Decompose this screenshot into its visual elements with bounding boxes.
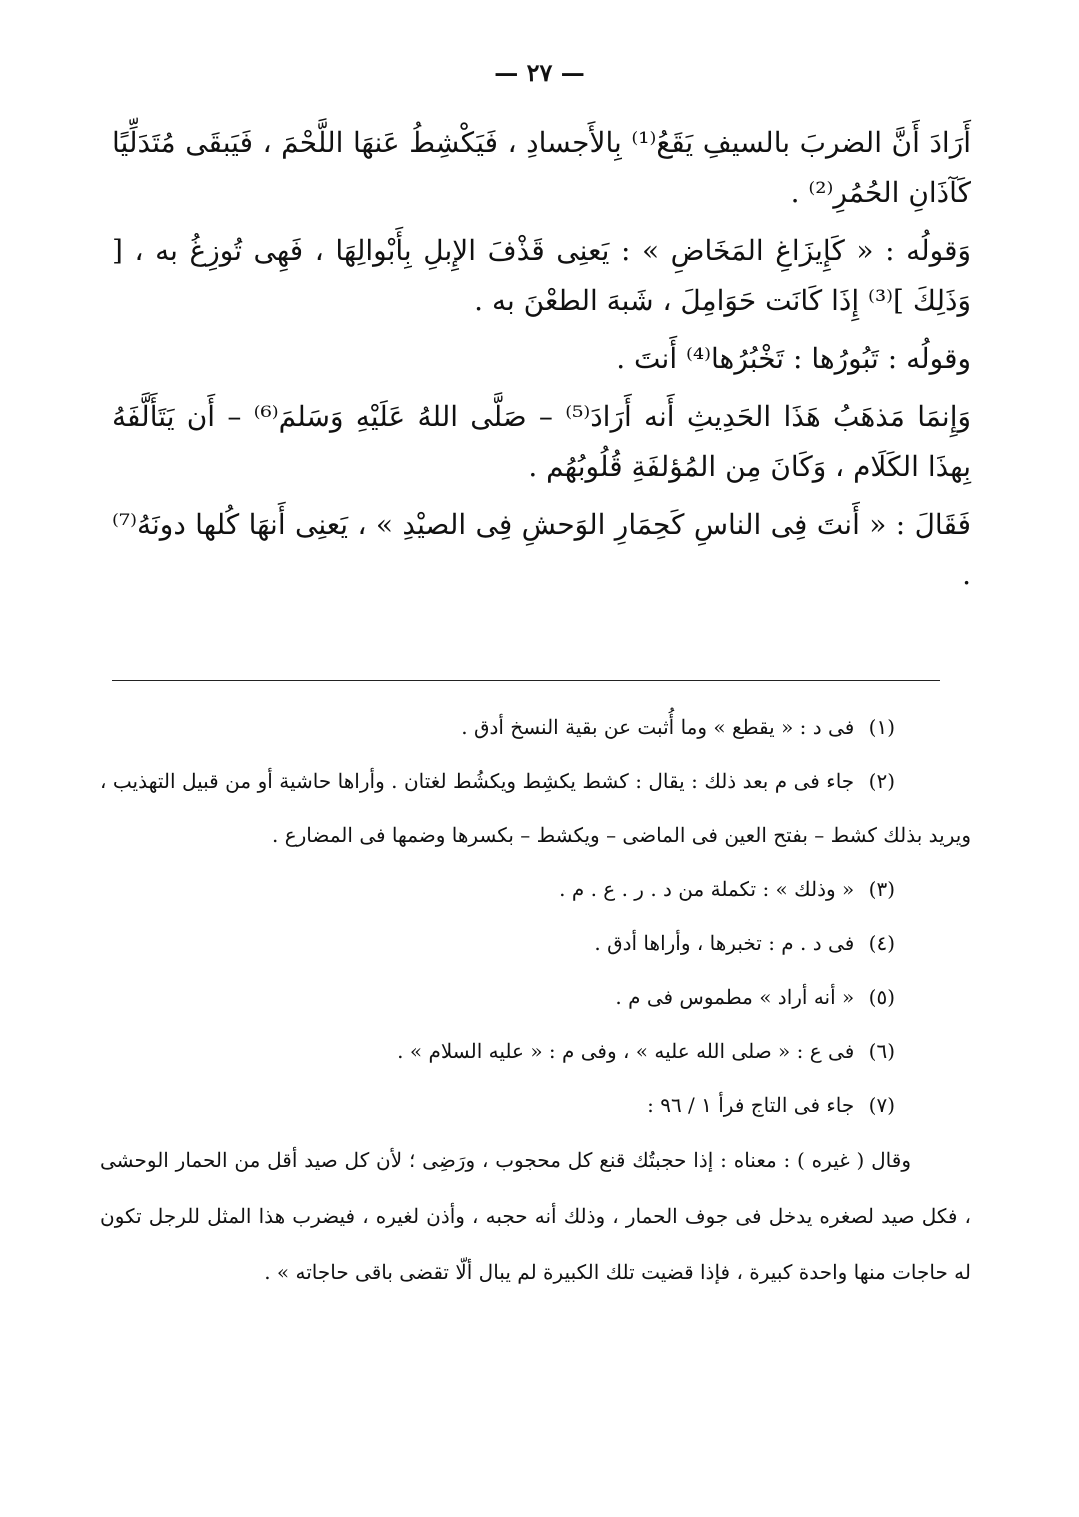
footnote-text: « أنه أراد » مطموس فى م . [615, 985, 855, 1009]
paragraph-2: وَقولُه : « كَإِيزَاغِ المَخَاضِ » : يَعنِى قَذْفَ الإِبلِ بِأَبْوالِهَا ، فَهِى تُوزِغُ به ، [ وَذَلِكَ ]⁽³⁾ إِذَا كَانَت حَوَامِلَ ، شَبهَ الطعْنَ به . [112, 234, 971, 317]
page-number: — ٢٧ — [494, 58, 585, 87]
main-text [112, 118, 971, 608]
paragraph-5: فَقَالَ : « أَنتَ فِى الناسِ كَحِمَارِ الوَحشِ فِى الصيْدِ » ، يَعنِى أَنهَا كُلها دونَهُ⁽⁷⁾ . [112, 508, 971, 591]
footnote-number: (٥) [868, 985, 895, 1009]
footnote-text: فى د : « يقطع » وما أُثبت عن بقية النسخ أدق . [461, 715, 855, 739]
footnote-divider [112, 680, 940, 681]
footnote-number: (٣) [868, 877, 895, 901]
footnote-3 [100, 862, 971, 916]
footnote-2 [100, 754, 971, 862]
footnote-text: جاء فى م بعد ذلك : يقال : كشط يكشِط ويكشُط لغتان . وأراها حاشية أو من قبيل التهذيب ، ويريد بذلك كشط – بفتح العين فى الماضى – ويكشط – بكسرها وضمها فى المضارع . [100, 769, 971, 847]
footnote-6 [100, 1024, 971, 1078]
footnote-number: (٧) [868, 1093, 895, 1117]
paragraph-3: وقولُه : تَبُورُها : تَخْبُرُها⁽⁴⁾ أَنتَ . [616, 342, 971, 375]
footnote-number: (١) [868, 715, 895, 739]
paragraph-4: وَإِنمَا مَذهَبُ هَذَا الحَدِيثِ أَنه أَرَادَ⁽⁵⁾ – صَلَّى اللهُ عَلَيْهِ وَسَلمَ⁽⁶⁾ – أَن يَتَأَلَّفَهُ بِهذَا الكَلَام ، وَكَانَ مِن المُؤلفَةِ قُلُوبُهُم . [112, 400, 971, 483]
footnote-text: فى ع : « صلى الله عليه » ، وفى م : « عليه السلام » . [397, 1039, 855, 1063]
paragraph-1: أَرَادَ أَنَّ الضربَ بالسيفِ يَقَعُ⁽¹⁾ بِالأَجسادِ ، فَيَكْشِطُ عَنهَا اللَّحْمَ ، فَيَبقَى مُتَدَلِّيًا كَآذَانِ الحُمُرِ⁽²⁾ . [112, 126, 971, 209]
footnote-quote: وقال ( غيره ) : معناه : إذا حجبتُك قنع كل محجوب ، ورَضِى ؛ لأن كل صيد أقل من الحمار الوحشى ، فكل صيد لصغره يدخل فى جوف الحمار ، وذلك أنه حجبه ، وأذن لغيره ، فيضرب هذا المثل للرجل تكون له حاجات منها واحدة كبيرة ، فإذا قضيت تلك الكبيرة لم يبال ألّا تقضى باقى حاجاته » . [100, 1148, 971, 1284]
footnote-4 [100, 916, 971, 970]
footnote-1 [100, 700, 971, 754]
footnote-number: (٢) [868, 769, 896, 793]
footnote-number: (٦) [868, 1039, 895, 1063]
footnote-7 [100, 1078, 971, 1132]
footnote-text: « وذلك » : تكملة من د . ر . ع . م . [559, 877, 855, 901]
footnote-text: فى د . م : تخبرها ، وأراها أدق . [594, 931, 855, 955]
footnote-text: جاء فى التاج فرأ ١ / ٩٦ : [647, 1093, 855, 1117]
footnote-number: (٤) [868, 931, 895, 955]
footnote-5 [100, 970, 971, 1024]
footnotes [100, 700, 971, 1300]
